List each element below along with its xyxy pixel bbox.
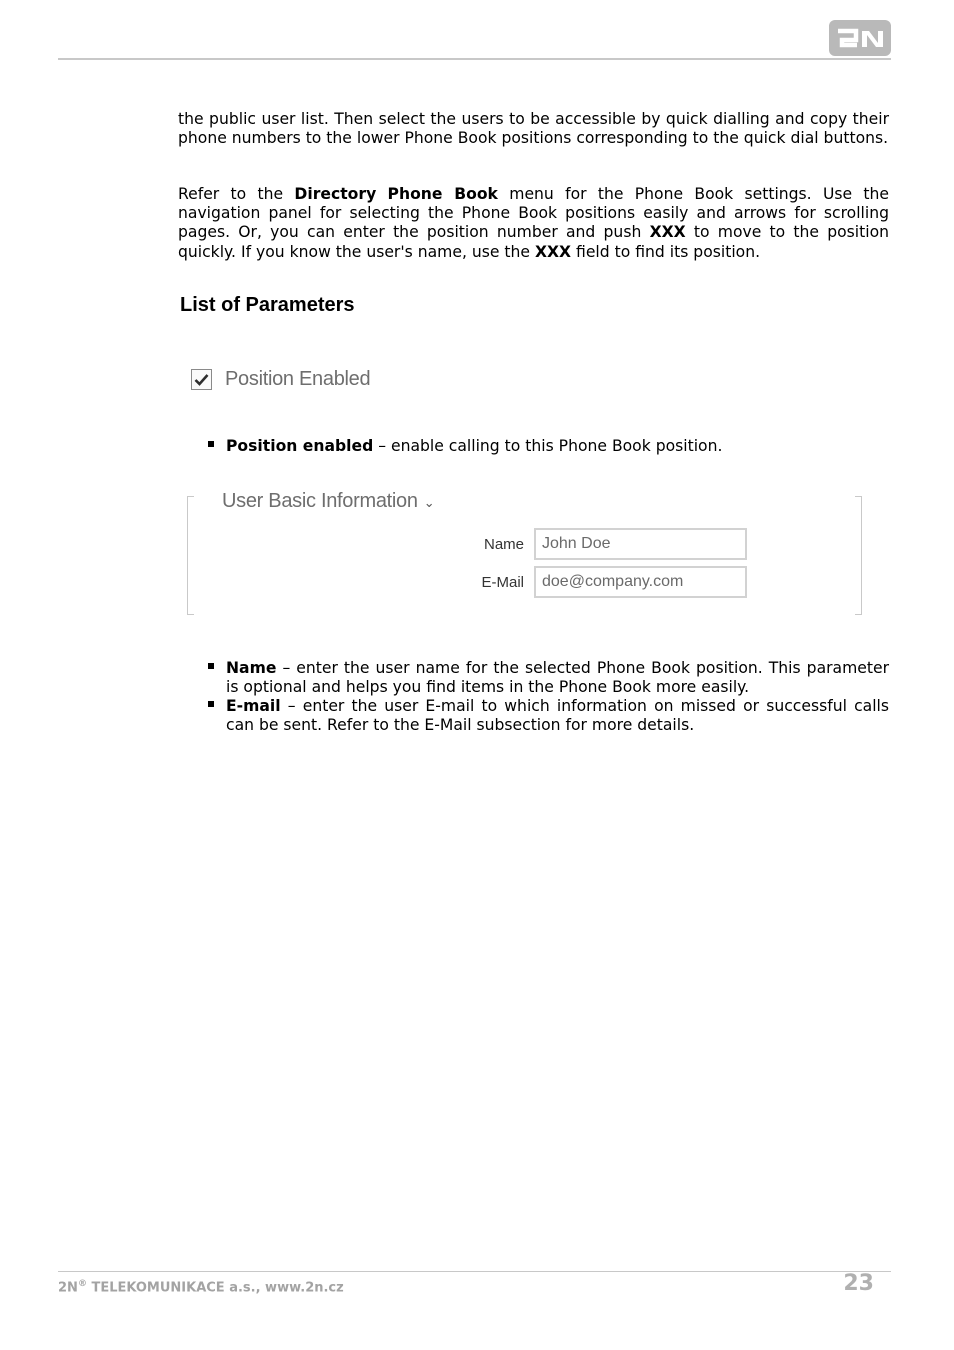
phone-book-term: Phone Book [387,185,498,203]
footer-rule [58,1271,891,1272]
intro-paragraph: the public user list. Then select the users to be accessible by quick dialling and copy their phone numbers to the lower Phone Book positions corresponding to the quick dial buttons. [178,110,889,148]
button-xxx-term: XXX [649,223,686,242]
bullet-list-position [206,437,889,456]
user-basic-info-panel [187,490,862,615]
bullet-square-icon [208,441,214,447]
list-item: Name – enter the user name for the selected Phone Book position. This parameter is optional and helps you find items in the Phone Book more easily. [206,659,889,697]
checkmark-icon [194,373,209,386]
footer-company: 2N® TELEKOMUNIKACE a.s., www.2n.cz [58,1279,344,1296]
header-rule [58,58,891,60]
panel-title[interactable]: User Basic Information ⌄ [222,490,435,512]
panel-right-bracket [855,496,862,615]
page-number: 23 [843,1271,874,1296]
logo-2n-icon [829,20,891,56]
panel-left-bracket [187,496,194,615]
position-enabled-checkbox[interactable] [191,369,212,390]
directory-paragraph: Refer to the Directory Phone Book menu for the Phone Book settings. Use the navigation panel for selecting the Phone Book positions easily and arrows for scrolling pages. Or, you can enter the position number and push XXX to move to the position quickly. If you know the user's name, use the XXX field to find its position. [178,185,889,261]
name-input[interactable]: John Doe [534,528,747,560]
brand-logo [829,20,891,56]
name-label: Name [483,536,524,553]
bullet-square-icon [208,701,214,707]
position-enabled-row[interactable] [191,366,370,392]
list-item: Position enabled – enable calling to this Phone Book position. [206,437,889,456]
email-label: E-Mail [481,574,524,591]
section-title: List of Parameters [180,294,355,316]
bullet-square-icon [208,663,214,669]
email-input[interactable]: doe@company.com [534,566,747,598]
bullet-list-user-info [206,659,889,735]
position-enabled-label: Position Enabled [225,367,371,390]
chevron-down-icon[interactable]: ⌄ [423,495,435,510]
field-xxx-term: XXX [534,242,572,261]
directory-term: Directory [294,185,377,203]
list-item: E-mail – enter the user E-mail to which information on missed or successful calls can be sent. Refer to the E-Mail subsection for more details. [206,697,889,735]
